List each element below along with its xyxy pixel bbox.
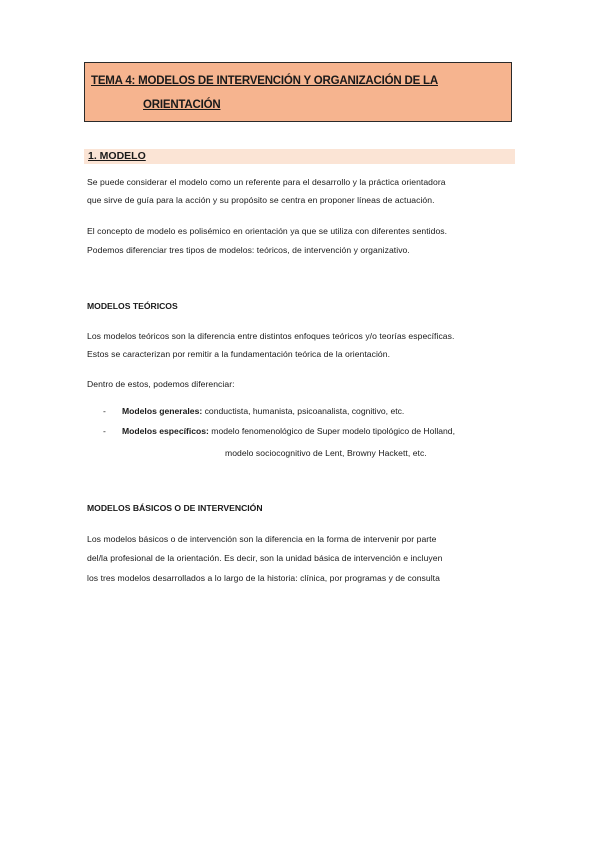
paragraph-line: que sirve de guía para la acción y su propósito se centra en proponer líneas de actuación. bbox=[87, 195, 435, 205]
paragraph-line: del/la profesional de la orientación. Es decir, son la unidad básica de intervención e incluyen bbox=[87, 553, 443, 563]
bullet-item bbox=[122, 406, 404, 416]
bullet-label: Modelos generales: bbox=[122, 406, 203, 416]
paragraph-line: Estos se caracterizan por remitir a la fundamentación teórica de la orientación. bbox=[87, 349, 391, 359]
bullet-label: Modelos específicos: bbox=[122, 426, 209, 436]
bullet-body: modelo fenomenológico de Super modelo tipológico de Holland, bbox=[208, 426, 455, 436]
section-heading: 1. MODELO bbox=[88, 150, 146, 162]
bullet-body: conductista, humanista, psicoanalista, cognitivo, etc. bbox=[202, 406, 405, 416]
paragraph-line: Podemos diferenciar tres tipos de modelos: teóricos, de intervención y organizativo. bbox=[87, 245, 410, 255]
title-box bbox=[84, 62, 512, 122]
paragraph-line: Dentro de estos, podemos diferenciar: bbox=[87, 379, 235, 389]
bullet-dash: - bbox=[103, 426, 106, 436]
paragraph-line: El concepto de modelo es polisémico en orientación ya que se utiliza con diferentes sentidos. bbox=[87, 226, 448, 236]
subheading-basicos: MODELOS BÁSICOS O DE INTERVENCIÓN bbox=[87, 503, 263, 513]
paragraph-line: Los modelos básicos o de intervención son la diferencia en la forma de intervenir por parte bbox=[87, 534, 437, 544]
bullet-continuation: modelo sociocognitivo de Lent, Browny Hackett, etc. bbox=[225, 448, 427, 458]
page-title-line2: ORIENTACIÓN bbox=[143, 99, 221, 111]
section-heading-bar bbox=[84, 149, 515, 164]
bullet-item bbox=[122, 426, 455, 436]
paragraph-line: Los modelos teóricos son la diferencia entre distintos enfoques teóricos y/o teorías específicas. bbox=[87, 331, 455, 341]
page-title-line1: TEMA 4: MODELOS DE INTERVENCIÓN Y ORGANIZACIÓN DE LA bbox=[91, 75, 438, 87]
paragraph-line: Se puede considerar el modelo como un referente para el desarrollo y la práctica orientadora bbox=[87, 177, 446, 187]
subheading-teoricos: MODELOS TEÓRICOS bbox=[87, 301, 178, 311]
paragraph-line: los tres modelos desarrollados a lo largo de la historia: clínica, por programas y de consulta bbox=[87, 573, 440, 583]
bullet-dash: - bbox=[103, 406, 106, 416]
